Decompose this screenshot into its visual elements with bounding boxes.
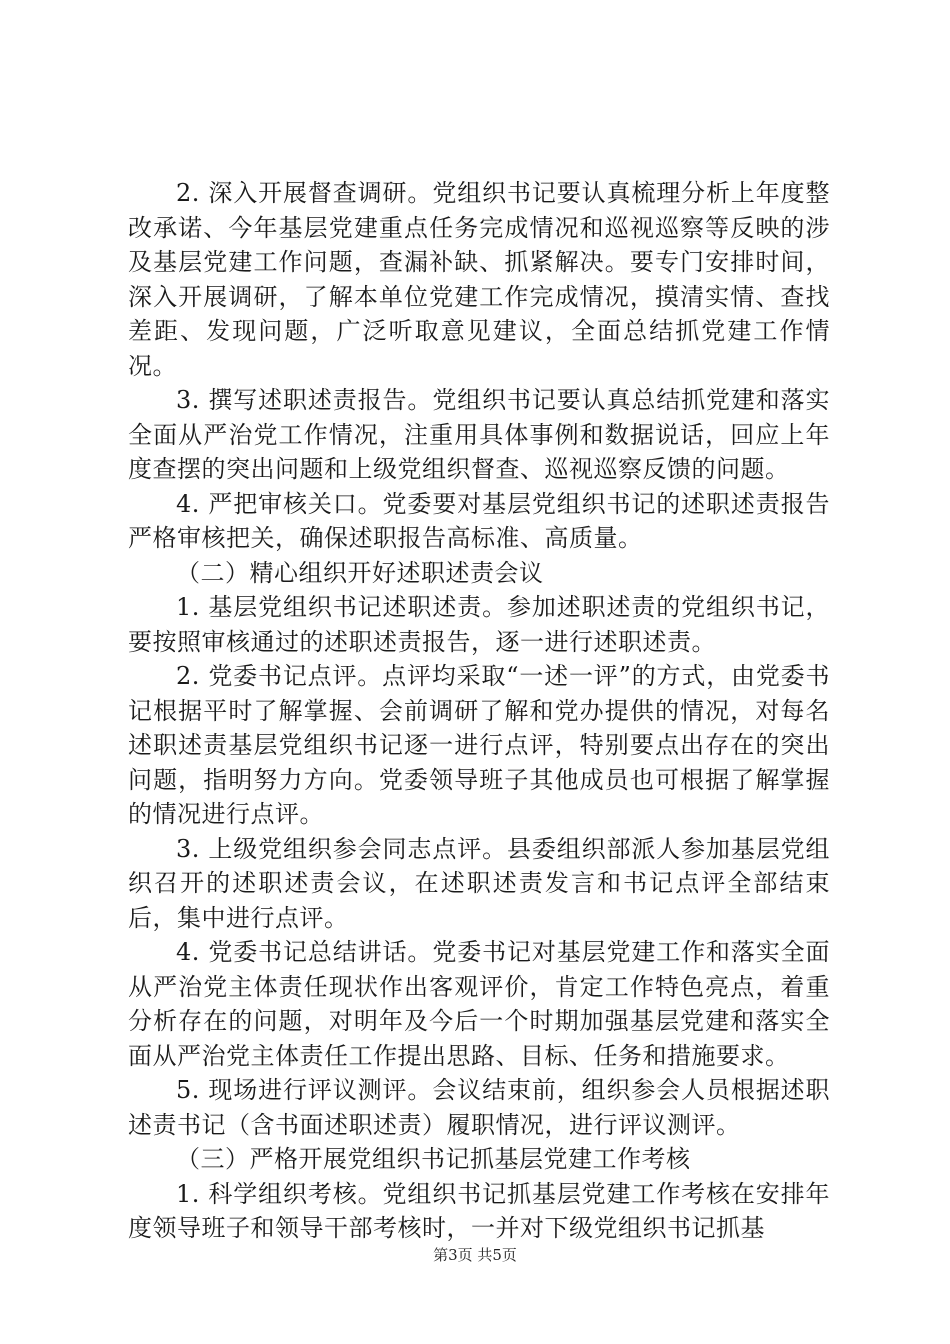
paragraph-3-write-report: 3. 撰写述职述责报告。党组织书记要认真总结抓党建和落实全面从严治党工作情况，注重用具体事例和数据说话，回应上年度查摆的突出问题和上级党组织督查、巡视巡察反馈的问题。 [128,386,830,483]
section-heading-2: （二）精心组织开好述职述责会议 [176,558,544,587]
document-body [128,176,830,1246]
paragraph-2-party-secretary-comment: 2. 党委书记点评。点评均采取“一述一评”的方式，由党委书记根据平时了解掌握、会前调研了解和党办提供的情况，对每名述职述责基层党组织书记逐一进行点评，特别要点出存在的突出问题，指明努力方向。党委领导班子其他成员也可根据了解掌握的情况进行点评。 [128,662,830,828]
paragraph-4-summary-speech: 4. 党委书记总结讲话。党委书记对基层党建工作和落实全面从严治党主体责任现状作出客观评价，肯定工作特色亮点，着重分析存在的问题，对明年及今后一个时期加强基层党建和落实全面从严治党主体责任工作提出思路、目标、任务和措施要求。 [128,938,830,1070]
paragraph-1-secretary-report: 1. 基层党组织书记述职述责。参加述职述责的党组织书记，要按照审核通过的述职述责报告，逐一进行述职述责。 [128,593,830,656]
paragraph-1-scientific-assessment: 1. 科学组织考核。党组织书记抓基层党建工作考核在安排年度领导班子和领导干部考核时，一并对下级党组织书记抓基 [128,1179,830,1242]
page-footer: 第3页 共5页 [433,1246,517,1264]
paragraph-4-review: 4. 严把审核关口。党委要对基层党组织书记的述职述责报告严格审核把关，确保述职报告高标准、高质量。 [128,489,830,552]
paragraph-5-onsite-evaluation: 5. 现场进行评议测评。会议结束前，组织参会人员根据述职述责书记（含书面述职述责）履职情况，进行评议测评。 [128,1076,830,1139]
section-heading-3: （三）严格开展党组织书记抓基层党建工作考核 [176,1145,691,1173]
paragraph-3-upper-level-comment: 3. 上级党组织参会同志点评。县委组织部派人参加基层党组织召开的述职述责会议，在述职述责发言和书记点评全部结束后，集中进行点评。 [128,834,830,932]
paragraph-2-supervision-research: 2. 深入开展督查调研。党组织书记要认真梳理分析上年度整改承诺、今年基层党建重点任务完成情况和巡视巡察等反映的涉及基层党建工作问题，查漏补缺、抓紧解决。要专门安排时间，深入开展调研，了解本单位党建工作完成情况，摸清实情、查找差距、发现问题，广泛听取意见建议，全面总结抓党建工作情况。 [128,179,830,380]
